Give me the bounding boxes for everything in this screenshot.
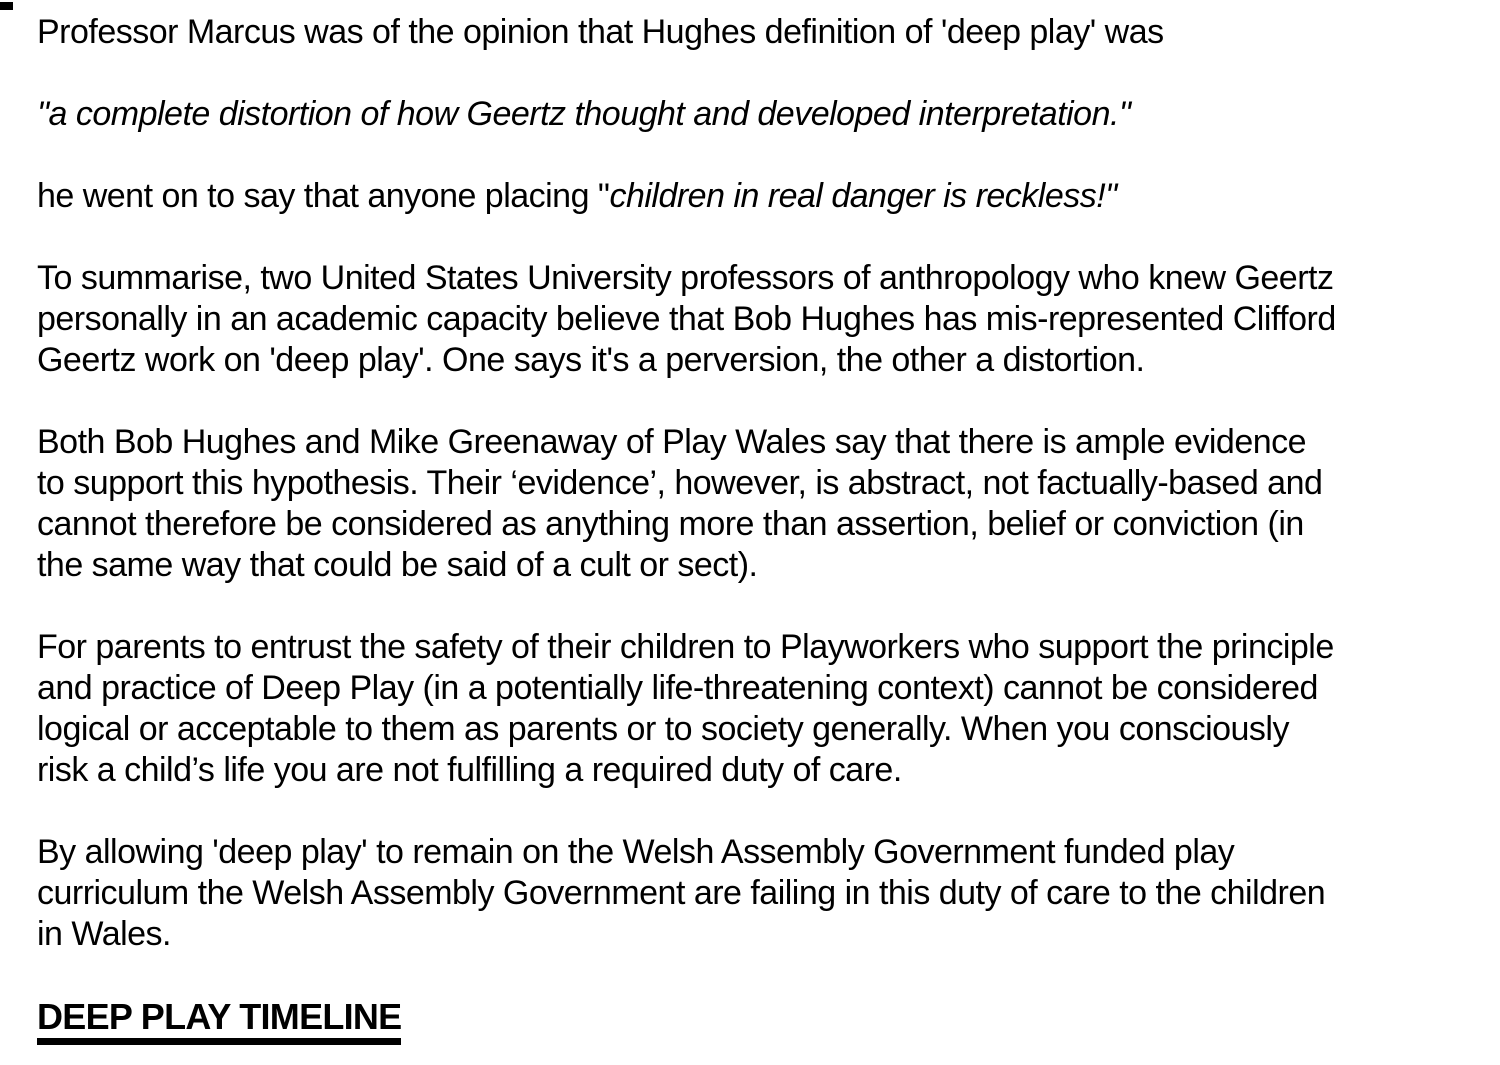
text-line (37, 94, 1486, 135)
paragraph (37, 94, 1486, 135)
quoted-italic-text: children in real danger is reckless!" (609, 177, 1117, 215)
body-text: DEEP PLAY TIMELINE (37, 996, 402, 1037)
text-line (37, 873, 1486, 914)
body-text: to support this hypothesis. Their ‘evidence’, however, is abstract, not factually-based and (37, 464, 1323, 502)
text-line (37, 627, 1486, 668)
quoted-italic-text: "a complete distortion of how Geertz thought and developed interpretation." (37, 95, 1131, 133)
section-heading (37, 996, 1486, 1045)
text-line (37, 709, 1486, 750)
body-text: he went on to say that anyone placing " (37, 177, 610, 215)
body-text: the same way that could be said of a cult or sect). (37, 546, 758, 584)
paragraph (37, 176, 1486, 217)
body-text: in Wales. (37, 915, 171, 953)
body-text: Professor Marcus was of the opinion that Hughes definition of 'deep play' was (37, 13, 1164, 51)
body-text: Both Bob Hughes and Mike Greenaway of Play Wales say that there is ample evidence (37, 423, 1307, 461)
document-body (37, 12, 1486, 1045)
body-text: risk a child’s life you are not fulfilling a required duty of care. (37, 751, 902, 789)
text-line (37, 832, 1486, 873)
paragraph (37, 12, 1486, 53)
text-line (37, 422, 1486, 463)
body-text: By allowing 'deep play' to remain on the Welsh Assembly Government funded play (37, 833, 1235, 871)
corner-artifact (0, 2, 13, 10)
text-line (37, 176, 1486, 217)
body-text: cannot therefore be considered as anything more than assertion, belief or conviction (in (37, 505, 1304, 543)
section-heading-underline (37, 996, 401, 1045)
text-line (37, 996, 401, 1037)
text-line (37, 504, 1486, 545)
body-text: logical or acceptable to them as parents or to society generally. When you consciously (37, 710, 1289, 748)
body-text: Geertz work on 'deep play'. One says it's a perversion, the other a distortion. (37, 341, 1145, 379)
body-text: To summarise, two United States University professors of anthropology who knew Geertz (37, 259, 1334, 297)
text-line (37, 668, 1486, 709)
paragraph (37, 422, 1486, 586)
body-text: and practice of Deep Play (in a potentially life-threatening context) cannot be considered (37, 669, 1318, 707)
paragraph (37, 258, 1486, 381)
text-line (37, 750, 1486, 791)
body-text: curriculum the Welsh Assembly Government are failing in this duty of care to the children (37, 874, 1326, 912)
text-line (37, 299, 1486, 340)
text-line (37, 340, 1486, 381)
text-line (37, 12, 1486, 53)
text-line (37, 545, 1486, 586)
paragraph (37, 832, 1486, 955)
paragraph (37, 627, 1486, 791)
body-text: For parents to entrust the safety of their children to Playworkers who support the principle (37, 628, 1334, 666)
text-line (37, 463, 1486, 504)
text-line (37, 914, 1486, 955)
body-text: personally in an academic capacity believe that Bob Hughes has mis-represented Clifford (37, 300, 1336, 338)
text-line (37, 258, 1486, 299)
